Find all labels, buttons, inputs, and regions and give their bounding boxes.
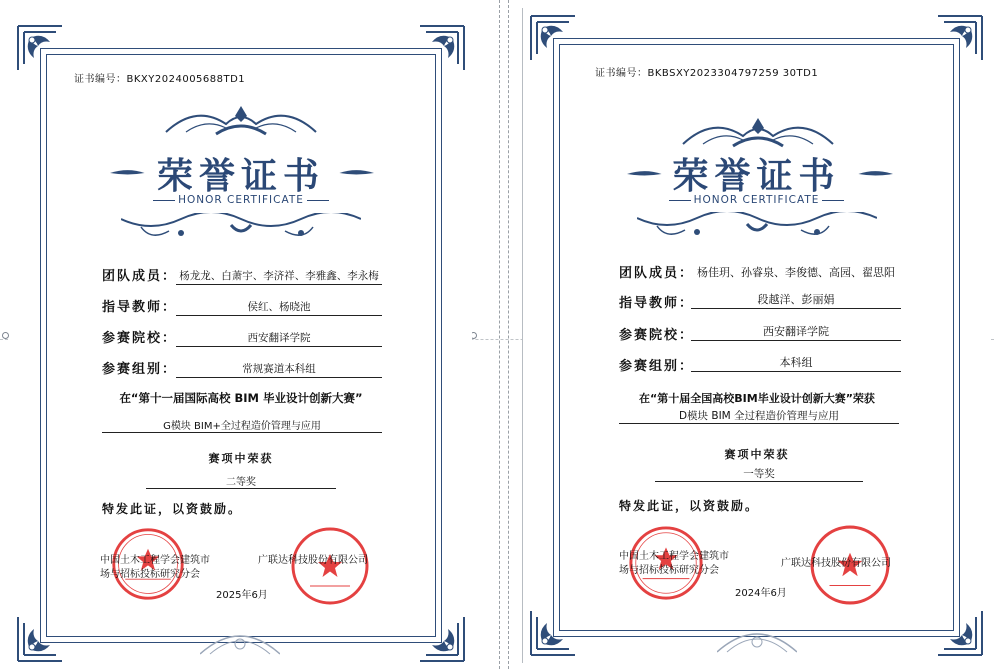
award-intro: 赛项中荣获: [208, 452, 274, 465]
field-value-school: 西安翻译学院: [176, 330, 382, 347]
module-line: G模块 BIM+全过程造价管理与应用: [102, 417, 382, 433]
certificate-title: 荣誉证书: [156, 156, 325, 197]
field-value-advisors: 段越洋、彭丽娟: [691, 291, 901, 309]
certificate-title: 荣誉证书: [672, 156, 841, 197]
certificate-right: [522, 8, 990, 663]
corner-ornament-icon: [932, 605, 988, 661]
field-label-group: 参赛组别：: [619, 359, 695, 374]
bottom-ornament-icon: [200, 626, 280, 656]
issuer-left-line1: 中国土木工程学会建筑市: [619, 551, 729, 562]
corner-ornament-icon: [525, 605, 581, 661]
field-value-group: 本科组: [691, 354, 901, 372]
competition-line: 在“第十届全国高校BIM毕业设计创新大赛”荣获: [639, 392, 875, 405]
issue-date: 2025年6月: [216, 590, 268, 601]
issuer-left: [100, 554, 210, 582]
field-value-group: 常规赛道本科组: [176, 361, 382, 378]
field-label-school: 参赛院校：: [102, 331, 178, 346]
field-label-members: 团队成员：: [619, 266, 695, 281]
corner-ornament-icon: [414, 20, 470, 76]
issuer-left: [619, 550, 729, 578]
field-label-school: 参赛院校：: [619, 328, 695, 343]
field-label-advisors: 指导教师：: [619, 296, 695, 311]
certificate-number: 证书编号：BKXY2024005688TD1: [74, 74, 246, 85]
award-level: 二等奖: [146, 473, 336, 489]
swirl-ornament-icon: [121, 213, 361, 239]
issue-date: 2024年6月: [735, 588, 787, 599]
certificate-left: [10, 18, 472, 669]
field-value-school: 西安翻译学院: [691, 323, 901, 341]
certificate-subtitle-text: HONOR CERTIFICATE: [693, 194, 820, 206]
issuer-right: 广联达科技股份有限公司: [258, 555, 368, 566]
issuer-left-line2: 场与招标投标研究分会: [619, 565, 719, 576]
field-label-advisors: 指导教师：: [102, 300, 178, 315]
resize-handle-left[interactable]: [2, 332, 9, 339]
page-guide-left: [499, 0, 500, 669]
issuer-left-line2: 场与招标投标研究分会: [100, 569, 200, 580]
field-value-members: 杨佳玥、孙睿泉、李俊德、高园、翟思阳: [697, 266, 895, 279]
certificate-subtitle: [523, 194, 990, 206]
corner-ornament-icon: [932, 10, 988, 66]
closing-text: 特发此证，以资鼓励。: [102, 502, 243, 516]
corner-ornament-icon: [12, 20, 68, 76]
award-level: 一等奖: [655, 466, 863, 482]
competition-line: 在“第十一届国际高校 BIM 毕业设计创新大赛”: [119, 391, 363, 405]
certificate-number: 证书编号：BKBSXY2023304797259 30TD1: [595, 68, 819, 79]
module-line: D模块 BIM 全过程造价管理与应用: [619, 408, 899, 424]
corner-ornament-icon: [414, 611, 470, 667]
award-intro: 赛项中荣获: [724, 448, 790, 461]
closing-text: 特发此证，以资鼓励。: [619, 499, 760, 513]
swirl-ornament-icon: [637, 212, 877, 238]
crown-ornament-icon: [673, 116, 843, 148]
corner-ornament-icon: [12, 611, 68, 667]
crown-ornament-icon: [156, 104, 326, 136]
field-value-members: 杨龙龙、白萧宇、李济祥、李雅鑫、李永梅: [176, 268, 382, 285]
issuer-right: 广联达科技股份有限公司: [781, 558, 891, 569]
page-guide-right: [508, 0, 509, 669]
issuer-left-line1: 中国土木工程学会建筑市: [100, 555, 210, 566]
bottom-ornament-icon: [717, 624, 797, 654]
certificate-subtitle: [10, 194, 472, 206]
field-value-advisors: 侯红、杨晓池: [176, 299, 382, 316]
field-label-members: 团队成员：: [102, 269, 178, 284]
field-label-group: 参赛组别：: [102, 362, 178, 377]
certificate-subtitle-text: HONOR CERTIFICATE: [178, 194, 304, 206]
corner-ornament-icon: [525, 10, 581, 66]
